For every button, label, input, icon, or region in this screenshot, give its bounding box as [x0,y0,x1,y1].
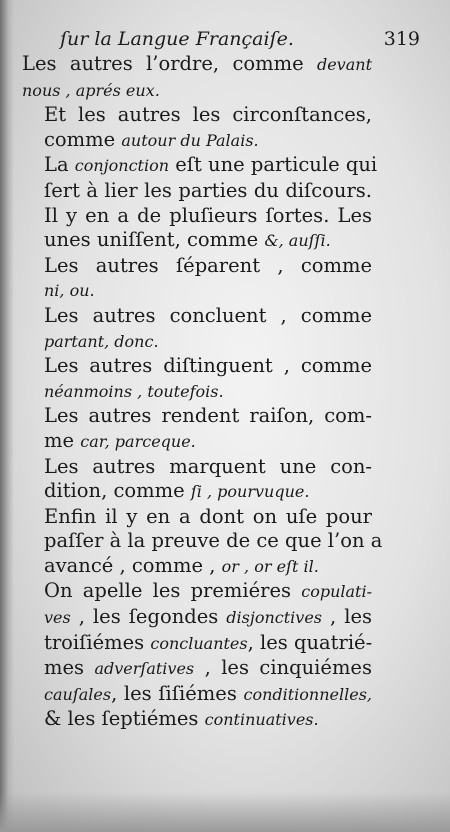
text-line: La conjonction eſt une particule qui [44,153,378,177]
page-bottom-shadow [0,792,450,832]
paragraph [22,153,378,253]
text-line: Et les autres les circonſtances, [44,103,372,127]
page-binding-shadow [0,0,14,832]
text-line: & les ſeptiémes continuatives. [44,707,319,731]
text-line: troiſiémes concluantes, les quatrié- [44,630,373,654]
paragraph [22,304,372,354]
text-line: comme autour du Palais. [44,127,259,151]
body-text [22,52,383,733]
text-line: Les autres diſtinguent , comme [44,354,372,378]
paragraph [22,354,372,404]
paragraph [22,254,372,304]
text-line: On apelle les premiéres copulati- [44,579,372,603]
text-line: néanmoins , toutefois. [44,381,224,401]
text-line: Les autres marquent une con- [44,454,372,478]
paragraph [22,504,383,580]
page-number: 319 [383,28,420,50]
text-line: paſſer à la preuve de ce que l’on a [44,529,383,553]
text-line: Les autres ſéparent , comme [44,253,372,277]
text-line: ves , les ſegondes disjonctives , les [44,605,372,629]
text-line: avancé , comme , or , or eſt il. [44,553,319,577]
running-title: ſur la Langue Françaiſe. [60,28,294,50]
paragraph [22,455,372,505]
text-line: dition, comme ſi , pourvuque. [44,479,310,503]
text-line: mes adverſatives , les cinquiémes [44,656,372,680]
text-line: ſert à lier les parties du diſcours. [44,178,372,202]
text-line: unes uniſſent, comme &, auſſi. [44,228,331,252]
paragraph [22,579,372,733]
text-line: Les autres rendent raiſon, com- [44,404,372,428]
text-line: Enfin il y en a dont on uſe pour [44,504,372,528]
text-line: cauſales, les ſiſiémes conditionnelles, [44,681,372,705]
running-header [60,28,420,50]
paragraph [22,103,372,153]
text-line: Il y en a de pluſieurs ſortes. Les [44,203,372,227]
paragraph [22,52,372,103]
text-line: ni, ou. [44,281,95,301]
text-line: Les autres concluent , comme [44,303,372,327]
text-line: Les autres l’ordre, comme devant [22,52,372,75]
paragraph [22,404,372,454]
text-line: partant, donc. [44,331,159,351]
text-line: me car, parceque. [44,428,196,452]
text-line: nous , aprés eux. [22,80,160,100]
